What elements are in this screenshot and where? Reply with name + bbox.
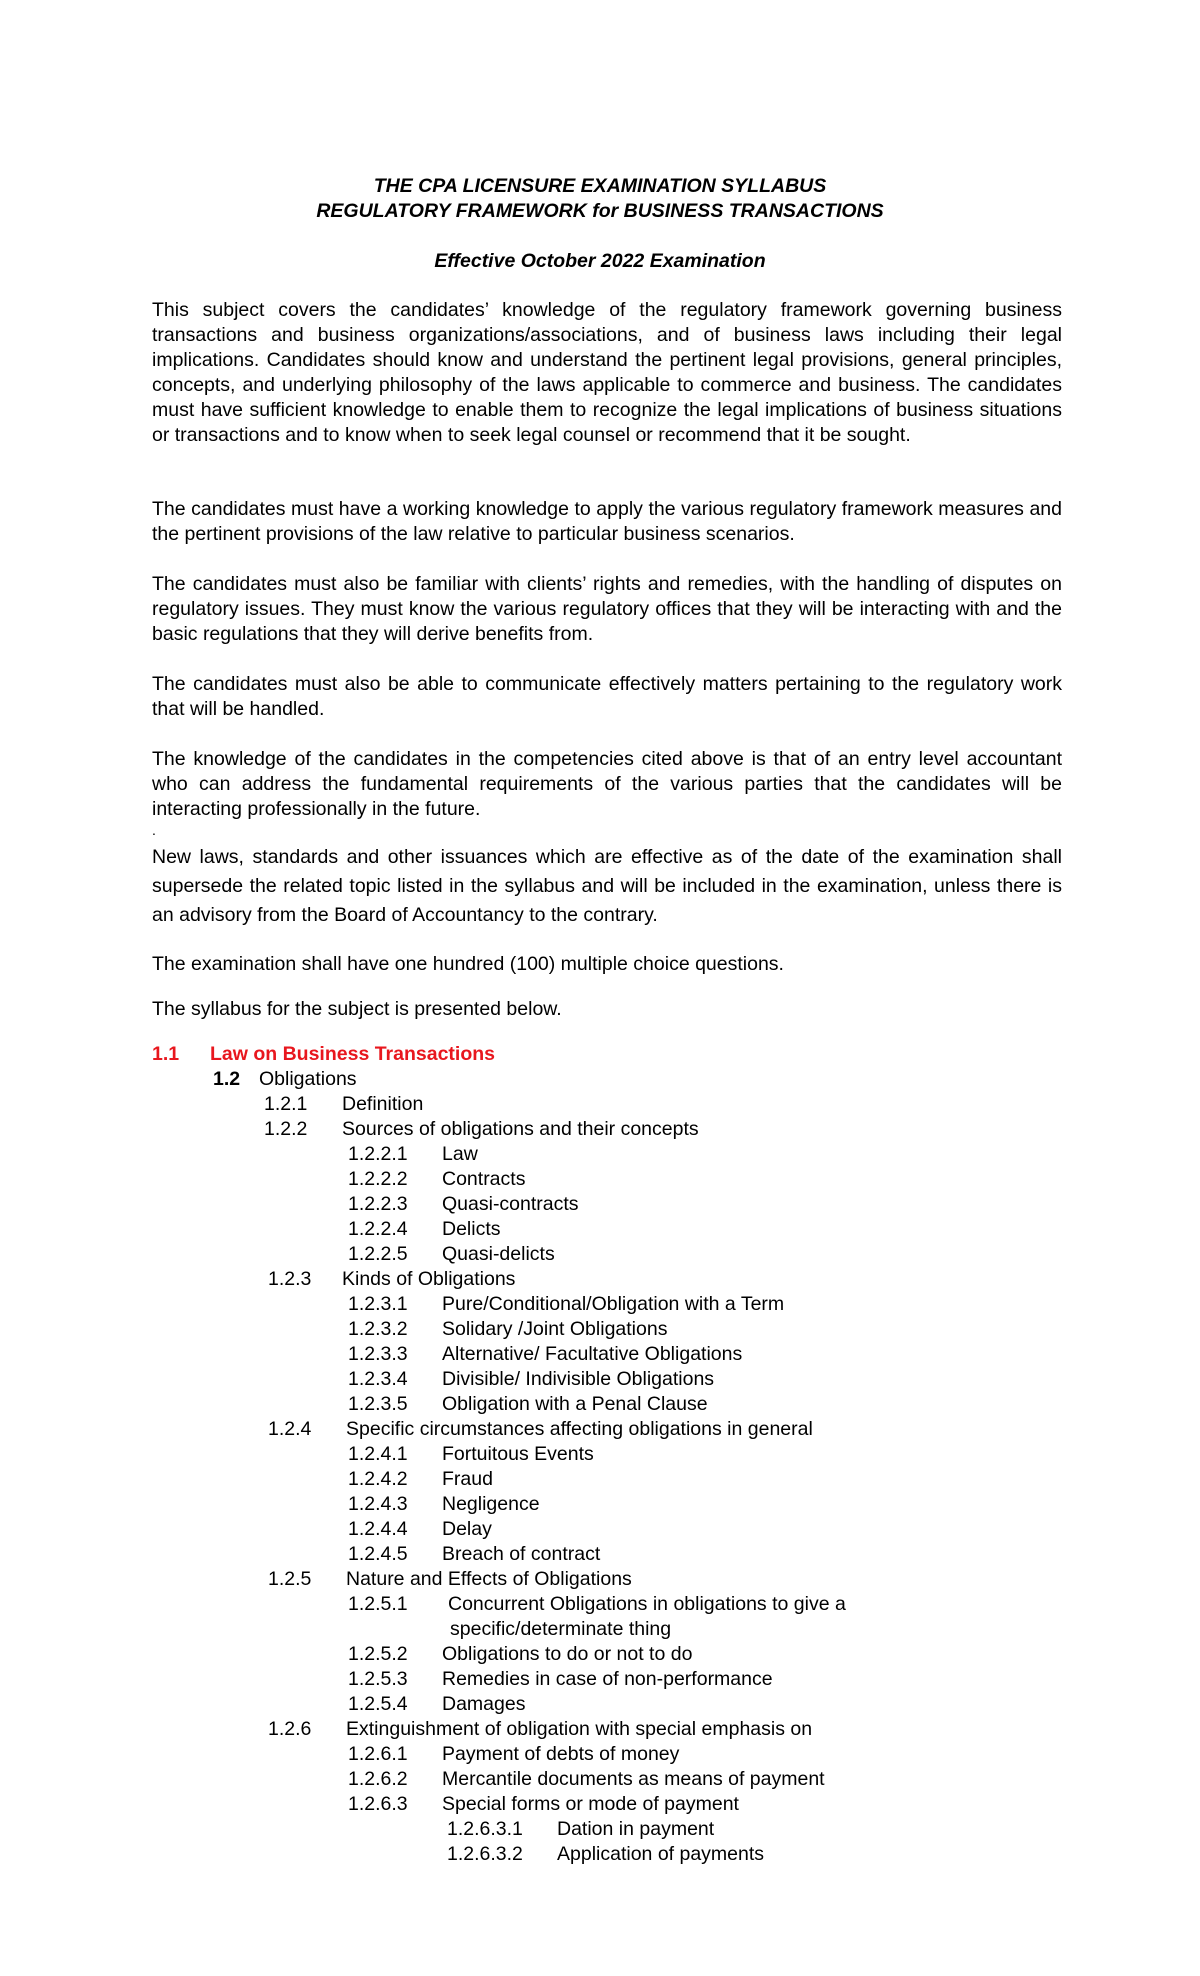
outline-number: 1.2.6 (268, 1718, 312, 1740)
outline-label: Sources of obligations and their concepts (342, 1118, 699, 1140)
outline-number: 1.2.3 (268, 1268, 312, 1290)
outline-number: 1.2.4.4 (348, 1518, 408, 1540)
outline-label: Fraud (442, 1468, 493, 1490)
outline-number: 1.2.3.1 (348, 1293, 408, 1315)
outline-label: Special forms or mode of payment (442, 1793, 739, 1815)
outline-label: Solidary /Joint Obligations (442, 1318, 668, 1340)
outline-number: 1.2.6.2 (348, 1768, 408, 1790)
outline-label: Mercantile documents as means of payment (442, 1768, 825, 1790)
outline-number: 1.2.2 (264, 1118, 308, 1140)
outline-label: Breach of contract (442, 1543, 601, 1565)
outline-number: 1.2.5.4 (348, 1693, 408, 1715)
outline-label: Law (442, 1143, 478, 1165)
outline-number: 1.2 (213, 1068, 241, 1090)
outline-label: Definition (342, 1093, 424, 1115)
outline-label: Quasi-delicts (442, 1243, 555, 1265)
outline-label: Alternative/ Facultative Obligations (442, 1343, 743, 1365)
outline-number: 1.2.5.3 (348, 1668, 408, 1690)
outline-number: 1.2.4.1 (348, 1443, 408, 1465)
outline-label: Delicts (442, 1218, 501, 1240)
outline-number: 1.2.3.2 (348, 1318, 408, 1340)
effective-date: Effective October 2022 Examination (434, 250, 766, 272)
outline-number: 1.2.5 (268, 1568, 312, 1590)
outline-label: Obligations (259, 1068, 357, 1090)
outline-label: Nature and Effects of Obligations (346, 1568, 632, 1590)
outline-label: Specific circumstances affecting obligations in general (346, 1418, 813, 1440)
document-title: THE CPA LICENSURE EXAMINATION SYLLABUS (373, 175, 827, 197)
outline-label: Quasi-contracts (442, 1193, 579, 1215)
outline-label: Divisible/ Indivisible Obligations (442, 1368, 715, 1390)
outline-label: Negligence (442, 1493, 540, 1515)
outline-number: 1.2.3.5 (348, 1393, 408, 1415)
paragraph-entry-level: The knowledge of the candidates in the competencies cited above is that of an entry level accountant who can address the fundamental requirements of the various parties that the candidates will be interacting professionally in the future. (152, 748, 1062, 820)
outline-number: 1.2.4.2 (348, 1468, 408, 1490)
outline-number: 1.2.5.1 (348, 1593, 408, 1615)
stray-dot: . (152, 822, 156, 838)
paragraph-working-knowledge: The candidates must have a working knowledge to apply the various regulatory framework measures and the pertinent provisions of the law relative to particular business scenarios. (152, 498, 1062, 545)
outline-number: 1.2.5.2 (348, 1643, 408, 1665)
outline-label: specific/determinate thing (450, 1618, 672, 1640)
outline-number: 1.2.2.5 (348, 1243, 408, 1265)
paragraph-syllabus-intro: The syllabus for the subject is presented below. (152, 998, 562, 1020)
outline-label: Dation in payment (557, 1818, 715, 1840)
paragraph-new-laws: New laws, standards and other issuances which are effective as of the date of the examination shall supersede the related topic listed in the syllabus and will be included in the examination, unless there is an advisory from the Board of Accountancy to the contrary. (152, 846, 1062, 926)
outline-number: 1.2.6.3 (348, 1793, 408, 1815)
outline-number: 1.2.6.3.2 (447, 1843, 523, 1865)
outline-label: Application of payments (557, 1843, 765, 1865)
outline-number: 1.2.2.1 (348, 1143, 408, 1165)
outline-label: Obligation with a Penal Clause (442, 1393, 708, 1415)
outline-number: 1.2.2.4 (348, 1218, 408, 1240)
outline-number: 1.2.3.4 (348, 1368, 408, 1390)
paragraph-exam-questions: The examination shall have one hundred (100) multiple choice questions. (152, 953, 784, 975)
outline-label: Fortuitous Events (442, 1443, 594, 1465)
outline-number: 1.2.3.3 (348, 1343, 408, 1365)
outline-label: Remedies in case of non-performance (442, 1668, 773, 1690)
outline-number: 1.2.2.2 (348, 1168, 408, 1190)
outline-label: Extinguishment of obligation with special emphasis on (346, 1718, 813, 1740)
outline-label: Delay (442, 1518, 492, 1540)
outline-label: Contracts (442, 1168, 526, 1190)
paragraph-clients-rights: The candidates must also be familiar with clients’ rights and remedies, with the handling of disputes on regulatory issues. They must know the various regulatory offices that they will be interacting with and the basic regulations that they will derive benefits from. (152, 573, 1062, 645)
outline-number: 1.2.4.3 (348, 1493, 408, 1515)
outline-number: 1.2.6.3.1 (447, 1818, 523, 1840)
intro-paragraph: This subject covers the candidates’ knowledge of the regulatory framework governing business transactions and business organizations/associations, and of business laws including their legal implications. Candidates should know and understand the pertinent legal provisions, general principles, concepts, and underlying philosophy of the laws applicable to commerce and business. The candidates must have sufficient knowledge to enable them to recognize the legal implications of business situations or transactions and to know when to seek legal counsel or recommend that it be sought. (152, 299, 1062, 446)
document-subtitle: REGULATORY FRAMEWORK for BUSINESS TRANSACTIONS (316, 200, 884, 222)
outline-number: 1.2.4.5 (348, 1543, 408, 1565)
outline-label: Pure/Conditional/Obligation with a Term (442, 1293, 785, 1315)
outline-number: 1.1 (152, 1043, 180, 1065)
outline-number: 1.2.1 (264, 1093, 308, 1115)
outline-number: 1.2.4 (268, 1418, 312, 1440)
outline-label: Kinds of Obligations (342, 1268, 516, 1290)
outline-label: Obligations to do or not to do (442, 1643, 693, 1665)
outline-label: Damages (442, 1693, 526, 1715)
outline-label: Law on Business Transactions (210, 1043, 495, 1065)
outline-number: 1.2.6.1 (348, 1743, 408, 1765)
paragraph-communicate: The candidates must also be able to communicate effectively matters pertaining to the regulatory work that will be handled. (152, 673, 1062, 720)
outline-label: Concurrent Obligations in obligations to give a (448, 1593, 846, 1615)
outline-label: Payment of debts of money (442, 1743, 680, 1765)
outline-number: 1.2.2.3 (348, 1193, 408, 1215)
